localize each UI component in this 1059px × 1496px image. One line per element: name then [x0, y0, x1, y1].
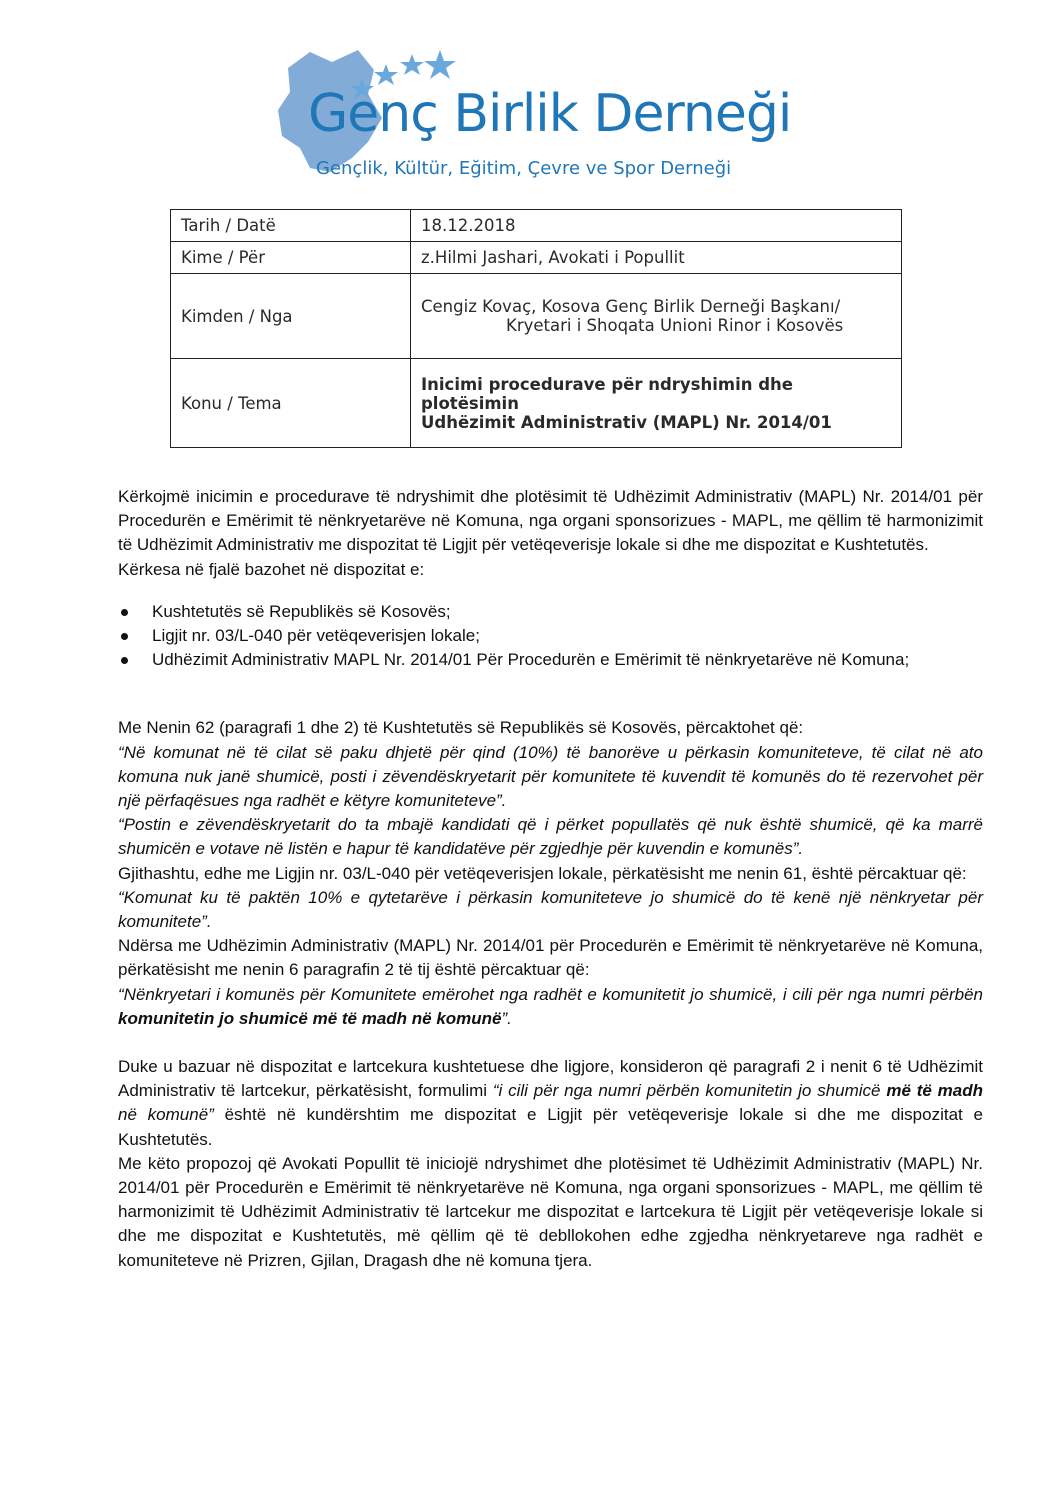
- table-row: [171, 210, 902, 242]
- logo-subtitle: Gençlik, Kültür, Eğitim, Çevre ve Spor Derneği: [316, 158, 732, 179]
- to-label: Kime / Për: [171, 242, 411, 274]
- from-value: [411, 274, 902, 359]
- organization-logo: [270, 40, 810, 190]
- to-value: z.Hilmi Jashari, Avokati i Popullit: [411, 242, 902, 274]
- quote-article-62-2: “Postin e zëvendëskryetarit do ta mbajë kandidati që i përket popullatës që nuk është shumicë, që ka marrë shumicën e votave në listën e hapur të kandidatëve për zgjedhje për kuvendin e komunës”.: [118, 815, 983, 859]
- paragraph-constitution: Me Nenin 62 (paragrafi 1 dhe 2) të Kushtetutës së Republikës së Kosovës, përcaktohet që:: [118, 718, 804, 738]
- quote-instruction: “Nënkryetari i komunës për Komunitete emërohet nga radhët e komunitetit jo shumicë, i cili për nga numri përbën komunitetin jo shumicë më të madh në komunë”.: [118, 984, 983, 1028]
- table-row: [171, 359, 902, 448]
- paragraph-instruction: Ndërsa me Udhëzimin Administrativ (MAPL) Nr. 2014/01 për Procedurën e Emërimit të nënkryetarëve në Komuna, përkatësisht me nenin 6 paragrafin 2 të tij është përcaktuar që:: [118, 936, 983, 980]
- table-row: [171, 242, 902, 274]
- subject-line-2: Udhëzimit Administrativ (MAPL) Nr. 2014/01: [421, 412, 832, 432]
- paragraph-basis: Kërkesa në fjalë bazohet në dispozitat e:: [118, 559, 425, 579]
- basis-list: [118, 600, 983, 673]
- quote-article-62-1: “Në komunat në të cilat së paku dhjetë për qind (10%) të banorëve u përkasin komuniteteve, të cilat në ato komuna nuk janë shumicë, posti i zëvendëskryetarit për komunitete të kuvendit të komunës do të rezervohet për një përfaqësues nga radhët e këtyre komuniteteve”.: [118, 742, 983, 811]
- letter-body: [118, 485, 983, 1273]
- subject-value: [411, 359, 902, 448]
- date-value: 18.12.2018: [411, 210, 902, 242]
- from-line-1: Cengiz Kovaç, Kosova Genç Birlik Derneği Başkanı/: [421, 297, 841, 316]
- paragraph-conclusion: Duke u bazuar në dispozitat e lartcekura kushtetuese dhe ligjore, konsideron që paragrafi 2 i nenit 6 të Udhëzimit Administrativ të lartcekur, përkatësisht, formulimi “i cili për nga numri përbën komunitetin jo shumicë më të madh në komunë” është në kundërshtim me dispozitat e Ligjit për vetëqeverisje lokale si dhe me dispozitat e Kushtetutës.: [118, 1057, 983, 1149]
- paragraph-proposal: Me këto propozoj që Avokati Popullit të iniciojë ndryshimet dhe plotësimet të Udhëzimit Administrativ (MAPL) Nr. 2014/01 për Procedurën e Emërimit të nënkryetarëve në Komuna, nga organi sponsorizues - MAPL, me qëllim të harmonizimit të Udhëzimit Administrativ të lartcekur me dispozitat e lartcekura të Ligjit për vetëqeverisje lokale si dhe me dispozitat e Kushtetutës, më qëllim që të debllokohen edhe zgjedha nënkryetareve nga radhët e komuniteteve në Prizren, Gjilan, Dragash dhe në komuna tjera.: [118, 1153, 983, 1270]
- list-item: Ligjit nr. 03/L-040 për vetëqeverisjen lokale;: [118, 624, 983, 648]
- list-item: Udhëzimit Administrativ MAPL Nr. 2014/01 Për Procedurën e Emërimit të nënkryetarëve në Komuna;: [118, 648, 983, 672]
- bullet-icon: [121, 609, 128, 616]
- list-item: Kushtetutës së Republikës së Kosovës;: [118, 600, 983, 624]
- quote-law-61: “Komunat ku të paktën 10% e qytetarëve i përkasin komuniteteve jo shumicë do të kenë një nënkryetar për komunitete”.: [118, 887, 983, 932]
- logo-title: Genç Birlik Derneği: [308, 84, 792, 144]
- paragraph-intro: Kërkojmë inicimin e procedurave të ndryshimit dhe plotësimit të Udhëzimit Administrativ (MAPL) Nr. 2014/01 për Procedurën e Emërimit të nënkryetarëve në Komuna, nga organi sponsorizues - MAPL, me qëllim të harmonizimit të Udhëzimit Administrativ me dispozitat të Ligjit për vetëqeverisje lokale si dhe me dispozitat e Kushtetutës.: [118, 487, 983, 555]
- from-label: Kimden / Nga: [171, 274, 411, 359]
- header-table: [170, 209, 902, 448]
- bullet-icon: [121, 657, 128, 664]
- subject-label: Konu / Tema: [171, 359, 411, 448]
- paragraph-law: Gjithashtu, edhe me Ligjin nr. 03/L-040 për vetëqeverisjen lokale, përkatësisht me nenin 61, është përcaktuar që:: [118, 863, 967, 883]
- from-line-2: Kryetari i Shoqata Unioni Rinor i Kosovës: [506, 316, 844, 335]
- date-label: Tarih / Datë: [171, 210, 411, 242]
- table-row: [171, 274, 902, 359]
- subject-line-1: Inicimi procedurave për ndryshimin dhe plotësimin: [421, 374, 793, 413]
- bullet-icon: [121, 633, 128, 640]
